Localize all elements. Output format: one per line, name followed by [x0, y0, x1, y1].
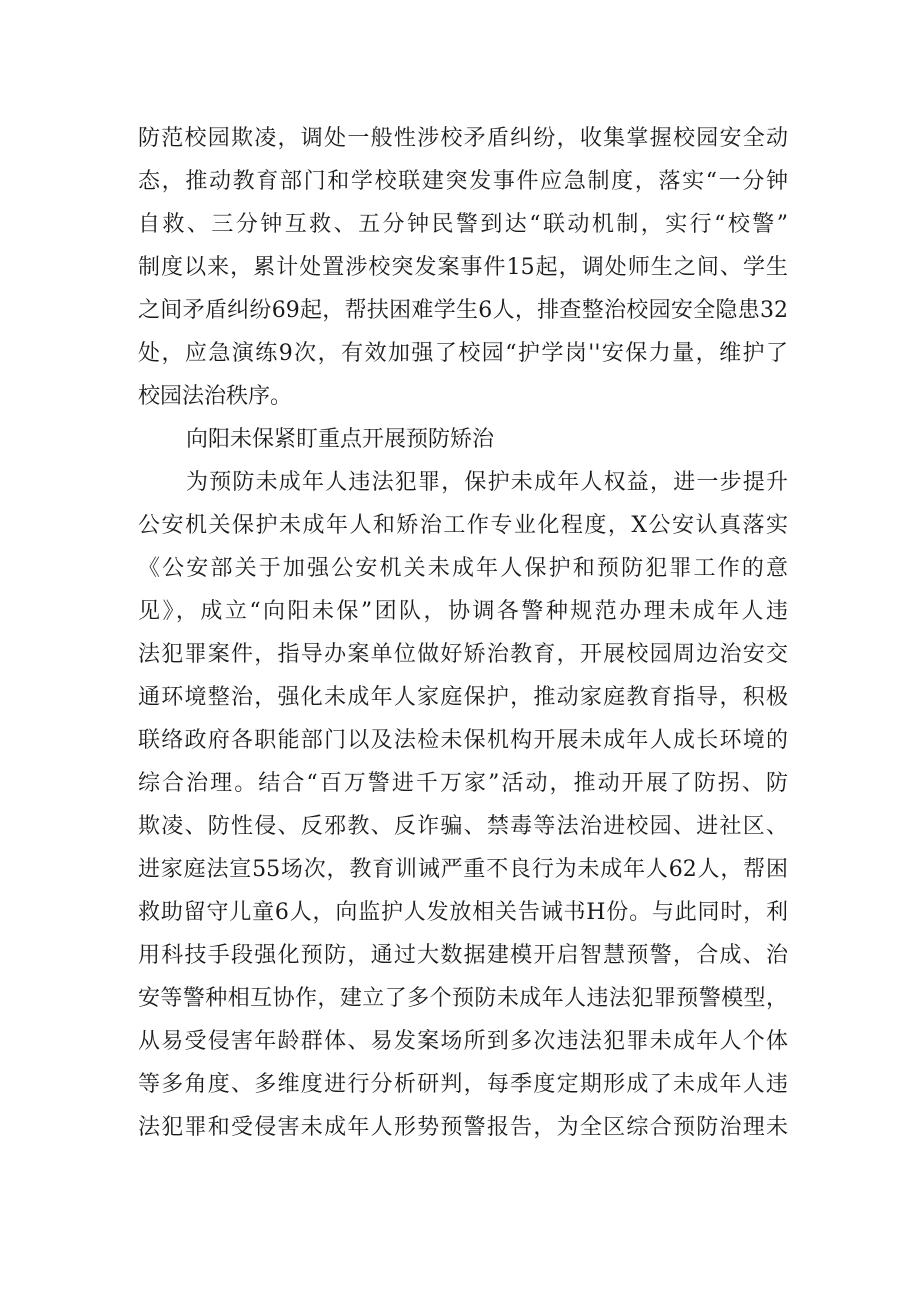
paragraph-line: 等多角度、多维度进行分析研判，每季度定期形成了未成年人违: [138, 1072, 788, 1097]
paragraph-line: 自救、三分钟互救、五分钟民警到达“联动机制，实行“校警”: [138, 212, 788, 237]
paragraph-line: 为预防未成年人违法犯罪，保护未成年人权益，进一步提升: [186, 470, 788, 495]
paragraph-line: 公安机关保护未成年人和矫治工作专业化程度，X公安认真落实: [138, 513, 788, 538]
paragraph-line: 欺凌、防性侵、反邪教、反诈骗、禁毒等法治进校园、进社区、: [138, 814, 788, 839]
paragraph-line: 法犯罪案件，指导办案单位做好矫治教育，开展校园周边治安交: [138, 642, 788, 667]
paragraph-line: 通环境整治，强化未成年人家庭保护，推动家庭教育指导，积极: [138, 685, 788, 710]
paragraph-line: 联络政府各职能部门以及法检未保机构开展未成年人成长环境的: [138, 728, 788, 753]
paragraph-line: 安等警种相互协作，建立了多个预防未成年人违法犯罪预警模型，: [138, 986, 788, 1011]
paragraph-line: 防范校园欺凌，调处一般性涉校矛盾纠纷，收集掌握校园安全动: [138, 126, 788, 151]
paragraph-line: 处，应急演练9次，有效加强了校园“护学岗''安保力量，维护了: [138, 341, 788, 366]
paragraph-line: 用科技手段强化预防，通过大数据建模开启智慧预警，合成、治: [138, 943, 788, 968]
paragraph-line: 《公安部关于加强公安机关未成年人保护和预防犯罪工作的意: [138, 556, 788, 581]
section-heading: 向阳未保紧盯重点开展预防矫治: [186, 427, 495, 452]
paragraph-line: 救助留守儿童6人，向监护人发放相关告诫书H份。与此同时，利: [138, 900, 788, 925]
paragraph-line: 法犯罪和受侵害未成年人形势预警报告，为全区综合预防治理未: [138, 1115, 788, 1140]
paragraph-line: 校园法治秩序。: [138, 384, 293, 409]
paragraph-line: 从易受侵害年龄群体、易发案场所到多次违法犯罪未成年人个体: [138, 1029, 788, 1054]
paragraph-line: 之间矛盾纠纷69起，帮扶困难学生6人，排查整治校园安全隐患32: [138, 298, 788, 323]
paragraph-line: 综合治理。结合“百万警进千万家”活动，推动开展了防拐、防: [138, 771, 788, 796]
paragraph-line: 进家庭法宣55场次，教育训诫严重不良行为未成年人62人，帮困: [138, 857, 788, 882]
paragraph-line: 态，推动教育部门和学校联建突发事件应急制度，落实“一分钟: [138, 169, 788, 194]
paragraph-line: 见》，成立“向阳未保”团队，协调各警种规范办理未成年人违: [138, 599, 788, 624]
paragraph-line: 制度以来，累计处置涉校突发案事件15起，调处师生之间、学生: [138, 255, 788, 280]
